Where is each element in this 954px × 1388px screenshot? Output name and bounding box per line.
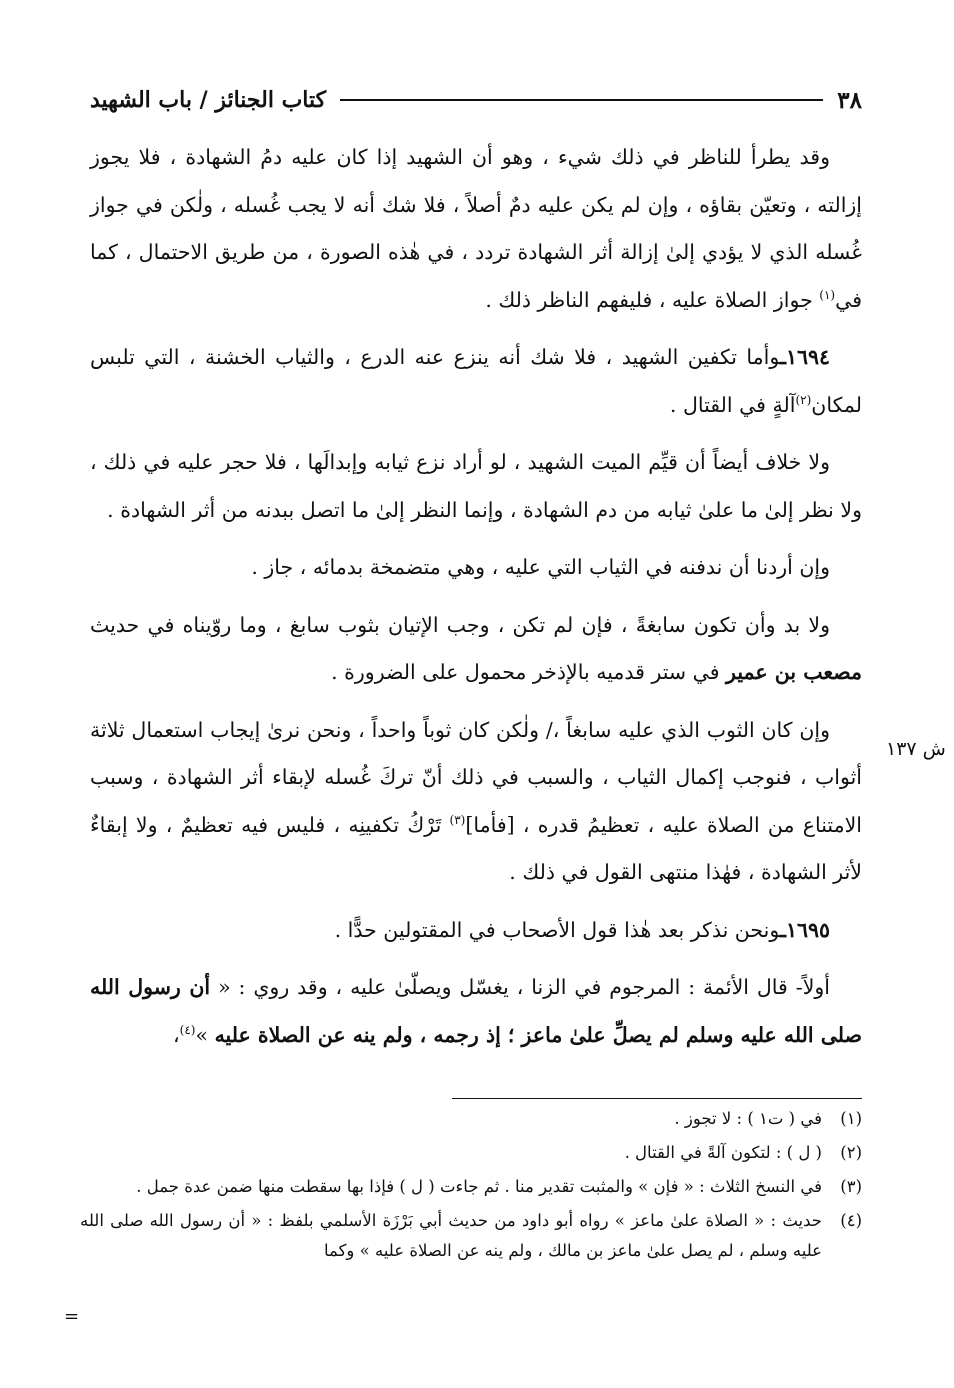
person-name: مصعب بن عمير [726, 660, 862, 684]
paragraph-6: وإن كان الثوب الذي عليه سابغاً ،/ ولٰكن كان ثوباً واحداً ، ونحن نرىٰ إيجاب استعمال ثلاثة أثواب ، فنوجب إكمال الثياب ، والسبب في ذلك أنّ تركَ غُسله لإبقاء أثر الشهادة ، وسبب الامتناع من الصلاة عليه ، تعظيمُ قدره ، [فأما]$^{(٣)}$ تَرْكُ تكفينِه ، فليس فيه تعظيمٌ ، ولا إبقاءٌ لأثر الشهادة ، فهٰذا منتهى القول في ذلك . [90, 717, 862, 884]
footnote-marker: (٣) [840, 1177, 862, 1196]
page-header [90, 80, 862, 120]
page-number: ٣٨ [837, 86, 862, 114]
footnote-text: في ( ت١ ) : لا تجوز . [674, 1109, 822, 1128]
footnotes [80, 1104, 862, 1270]
footnote-ref-4: (٤) [179, 1022, 196, 1037]
footnote-text: حديث : « الصلاة علىٰ ماعز » رواه أبو داود من حديث أبي بَرْزَة الأسلمي بلفظ : « أن رسول الله صلى الله عليه وسلم ، لم يصل علىٰ ماعز بن مالك ، ولم ينه عن الصلاة عليه » وكما [80, 1211, 822, 1260]
paragraph-5: ولا بد وأن تكون سابغةً ، فإن لم تكن ، وجب الإتيان بثوب سابغ ، وما روّيناه في حديث مصعب بن عمير في ستر قدميه بالإذخر محمول على الضرورة . [90, 612, 862, 684]
paragraph-1694: ١٦٩٤ـوأما تكفين الشهيد ، فلا شك أنه ينزع عنه الدرع ، والثياب الخشنة ، التي تلبس لمكان$^{(٢)}$آلةٍ في القتال . [90, 345, 862, 417]
manuscript-margin-note: ش ١٣٧ [886, 738, 946, 760]
footnote-marker: (١) [840, 1109, 862, 1128]
footnote-ref-1: (١) [819, 287, 836, 302]
paragraph-4: وإن أردنا أن ندفنه في الثياب التي عليه ، وهي متضمخة بدمائه ، جاز . [251, 555, 830, 579]
footnote [80, 1104, 862, 1134]
footnote [80, 1172, 862, 1202]
footnote-divider [452, 1098, 862, 1099]
footnote-ref-3: (٣) [449, 812, 466, 827]
footnote [80, 1206, 862, 1266]
section-number-1695: ١٦٩٥ـ [779, 917, 830, 942]
hadith-quote: أن رسول الله صلى الله عليه وسلم لم يصلِّ علىٰ ماعز ؛ إذ رجمه ، ولم ينه عن الصلاة عليه [90, 975, 862, 1047]
paragraph-8: أولاً- قال الأئمة : المرجوم في الزنا ، يغسّل ويصلّىٰ عليه ، وقد روي : « أن رسول الله صلى الله عليه وسلم لم يصلِّ علىٰ ماعز ؛ إذ رجمه ، ولم ينه عن الصلاة عليه »$^{(٤)}$، [90, 975, 862, 1047]
paragraph-3: ولا خلاف أيضاً أن قيِّم الميت الشهيد ، لو أراد نزع ثيابه وإبدالَها ، فلا حجر عليه في ذلك ، ولا نظر إلىٰ ما علىٰ ثيابه من دم الشهادة ، وإنما النظر إلىٰ ما اتصل ببدنه من أثر الشهادة . [90, 450, 862, 522]
footnote-marker: (٢) [840, 1143, 862, 1162]
paragraph-1: وقد يطرأ للناظر في ذلك شيء ، وهو أن الشهيد إذا كان عليه دمُ الشهادة ، فلا يجوز إزالته ، وتعيّن بقاؤه ، وإن لم يكن عليه دمٌ أصلاً ، فلا شك أنه لا يجب غُسله ، ولٰكن في جواز غُسله الذي لا يؤدي إلىٰ إزالة أثر الشهادة تردد ، في هٰذه الصورة ، من طريق الاحتمال ، كما في$^{(١)}$ جواز الصلاة عليه ، فليفهم الناظر ذلك . [90, 145, 862, 312]
header-rule [340, 99, 823, 101]
footnote-ref-2: (٢) [795, 392, 812, 407]
main-text [90, 134, 862, 1069]
footnote-text: في النسخ الثلاث : « فإن » والمثبت تقدير منا . ثم جاءت ( ل ) فإذا بها سقطت منها ضمن عدة جمل . [136, 1177, 822, 1196]
section-number-1694: ١٦٩٤ـ [779, 345, 830, 369]
continuation-mark: = [64, 1306, 80, 1327]
footnote-text: ( ل ) : لتكون آلةً في القتال . [624, 1143, 822, 1162]
footnote-marker: (٤) [840, 1211, 862, 1230]
paragraph-1695: ١٦٩٥ـونحن نذكر بعد هٰذا قول الأصحاب في المقتولين حدًّا . [334, 917, 830, 942]
footnote [80, 1138, 862, 1168]
running-title: كتاب الجنائز / باب الشهيد [90, 87, 327, 113]
